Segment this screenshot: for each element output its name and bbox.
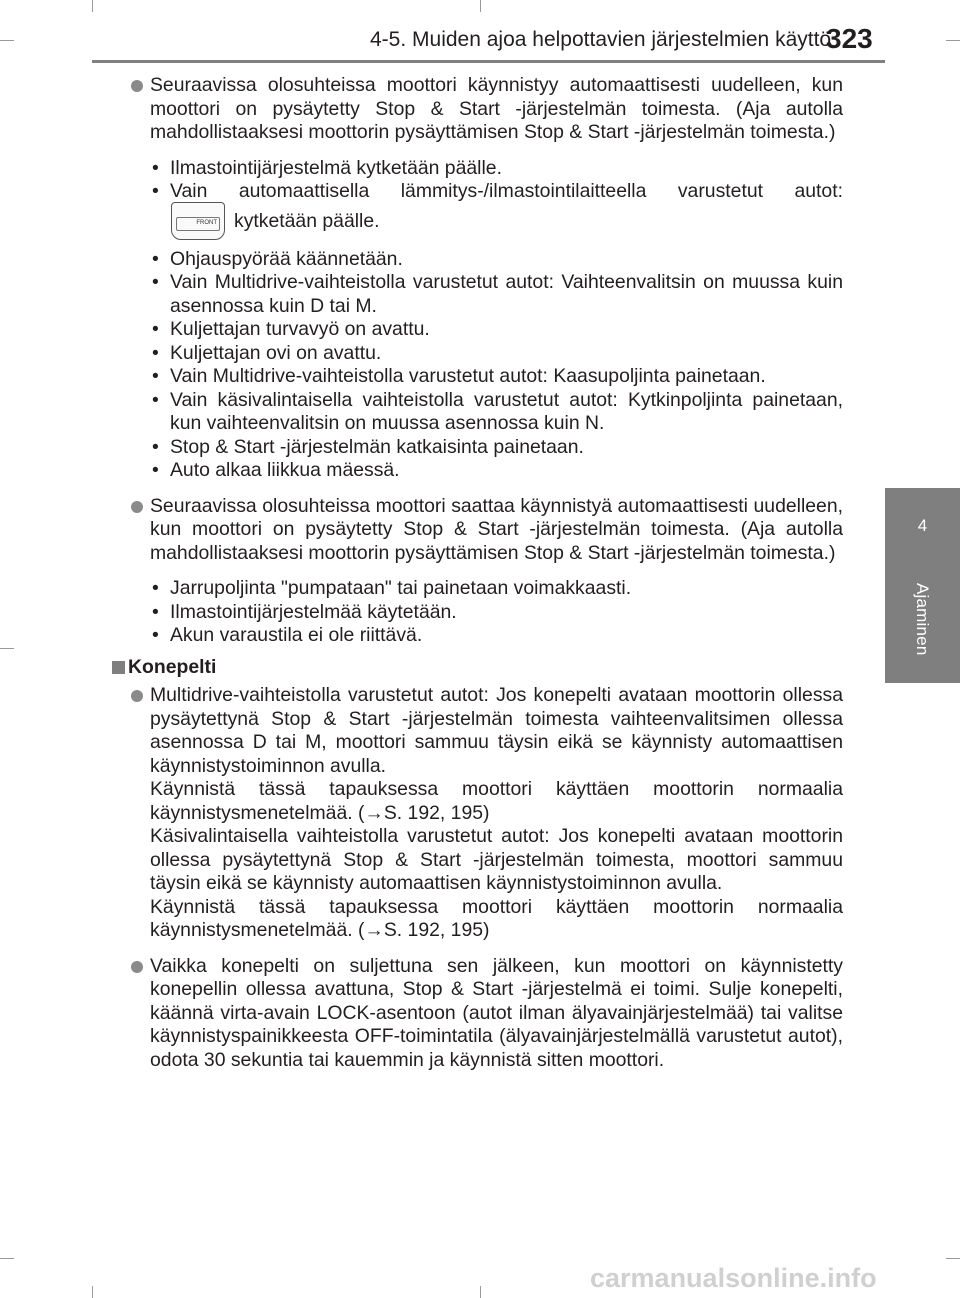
list-item: • Ilmastointijärjestelmää käytetään. [152,600,457,623]
list-item: • Vain käsivalintaisella vaihteistolla varustetut autot: Kytkinpoljinta painetaan, kun vaihteenvalitsin on muussa asennossa kuin N. [152,388,843,434]
list-item: • Kuljettajan turvavyö on avattu. [152,318,430,340]
bullet-dot [131,690,143,702]
list-item-text: Auto alkaa liikkua mäessä. [170,459,400,481]
list-item-text: Ilmastointijärjestelmä kytketään päälle. [170,156,502,179]
list-item: • Stop & Start -järjestelmän katkaisinta painetaan. [152,435,584,458]
front-defroster-button-icon [171,202,225,240]
list-item-text: Akun varaustila ei ole riittävä. [170,624,423,646]
chapter-tab [885,488,960,683]
section-heading-text: Konepelti [128,655,217,678]
crop-mark [946,1258,960,1259]
section-heading [108,656,843,680]
chapter-label: Ajaminen [913,583,932,656]
list-item: • Akun varaustila ei ole riittävä. [152,624,423,646]
paragraph-text: Käynnistä tässä tapauksessa moottori käyttäen moottorin normaalia käynnistysmenetelmää. (→S. 192, 195) [150,895,843,941]
list-item: • Vain Multidrive-vaihteistolla varustetut autot: Kaasupoljinta painetaan. [152,365,766,387]
crop-mark [0,40,14,41]
paragraph-text: Käynnistä tässä tapauksessa moottori käyttäen moottorin normaalia käynnistysmenetelmää. (→S. 192, 195) [150,778,843,824]
list-item-text: Vain Multidrive-vaihteistolla varustetut autot: Kaasupoljinta painetaan. [170,365,766,387]
button-row [108,204,843,248]
list-item-text: Vain Multidrive-vaihteistolla varustetut autot: Vaihteenvalitsin on muussa kuin asennossa kuin D tai M. [170,271,843,317]
button-icon-label: FRONT [176,217,220,231]
crop-mark [92,0,93,12]
heading-square-icon [112,661,125,674]
button-row-text: kytketään päälle. [234,209,380,232]
header-rule [92,60,885,63]
running-header: 4-5. Muiden ajoa helpottavien järjestelmien käyttö [370,28,832,51]
paragraph-text: Seuraavissa olosuhteissa moottori saattaa käynnistyä automaattisesti uudelleen, kun moottori on pysäytetty Stop & Start -järjestelmän toimesta. (Aja autolla mahdollistaaksesi moottorin pysäyttämisen Stop & Start -järjestelmän toimesta.) [150,494,843,564]
bullet-dot [131,961,143,973]
paragraph-text: Seuraavissa olosuhteissa moottori käynnistyy automaattisesti uudelleen, kun moottori on pysäytetty Stop & Start -järjestelmän toimesta. (Aja autolla mahdollistaaksesi moottorin pysäyttämisen Stop & Start -järjestelmän toimesta.) [150,74,843,143]
watermark-text: carmanualsonline.info [590,1263,877,1293]
bullet-dot [131,501,143,513]
list-item: • Jarrupoljinta "pumpataan" tai painetaan voimakkaasti. [152,577,632,599]
list-item: • Kuljettajan ovi on avattu. [152,341,382,364]
paragraph-hood-open [108,684,843,943]
paragraph-restart-conditions [108,74,843,145]
crop-mark [92,1286,93,1298]
list-item-text: Kuljettajan ovi on avattu. [170,341,382,364]
list-item-text: Ilmastointijärjestelmää käytetään. [170,600,457,623]
list-item: • Vain Multidrive-vaihteistolla varustetut autot: Vaihteenvalitsin on muussa kuin asennossa kuin D tai M. [152,271,843,317]
list-item-text: Jarrupoljinta "pumpataan" tai painetaan voimakkaasti. [170,577,632,599]
list-item: • Ilmastointijärjestelmä kytketään päälle. [152,156,502,179]
chapter-number: 4 [917,516,928,535]
watermark-logo [590,1262,950,1294]
condition-list [108,577,843,648]
list-item-text: Kuljettajan turvavyö on avattu. [170,318,430,340]
paragraph-text: Vaikka konepelti on suljettuna sen jälkeen, kun moottori on käynnistetty konepellin ollessa avattuna, Stop & Start -järjestelmä ei toimi. Sulje konepelti, käännä virta-avain LOCK-asentoon (autot ilman älyavainjärjestelmää) tai valitse käynnistyspainikkeesta OFF-toimintatila (älyavainjärjestelmällä varustetut autot), odota 30 sekuntia tai kauemmin ja käynnistä sitten moottori. [150,954,843,1071]
paragraph-text: Käsivalintaisella vaihteistolla varustetut autot: Jos konepelti avataan moottorin ollessa pysäytettynä Stop & Start -järjestelmän toimesta, moottori sammuu täysin eikä se käynnisty automaattisen käynnistystoiminnon avulla. [150,825,843,894]
bullet-dot [131,80,143,92]
crop-mark [946,40,960,41]
page-number: 323 [826,23,873,54]
list-item-text: Ohjauspyörää käännetään. [170,247,403,270]
crop-mark [480,1286,481,1298]
list-item: • Ohjauspyörää käännetään. [152,247,403,270]
crop-mark [0,1258,14,1259]
paragraph-possible-restart [108,495,843,566]
list-item-text: Vain automaattisella lämmitys-/ilmastointilaitteella varustetut autot: [170,180,843,202]
list-item: • Auto alkaa liikkua mäessä. [152,459,400,481]
paragraph-text: Multidrive-vaihteistolla varustetut autot: Jos konepelti avataan moottorin ollessa pysäytettynä Stop & Start -järjestelmän toimesta vaihteenvalitsimen ollessa asennossa D tai M, moottori sammuu täysin eikä se käynnisty automaattisen käynnistystoiminnon avulla. [150,684,843,777]
crop-mark [0,648,14,649]
list-item-text: Stop & Start -järjestelmän katkaisinta painetaan. [170,435,584,458]
condition-list [108,157,843,483]
list-item: • Vain automaattisella lämmitys-/ilmastointilaitteella varustetut autot: [152,180,843,202]
crop-mark [480,0,481,12]
paragraph-hood-closed [108,955,843,1073]
page-content [108,74,843,1084]
list-item-text: Vain käsivalintaisella vaihteistolla varustetut autot: Kytkinpoljinta painetaan, kun vaihteenvalitsin on muussa asennossa kuin N. [170,388,843,434]
